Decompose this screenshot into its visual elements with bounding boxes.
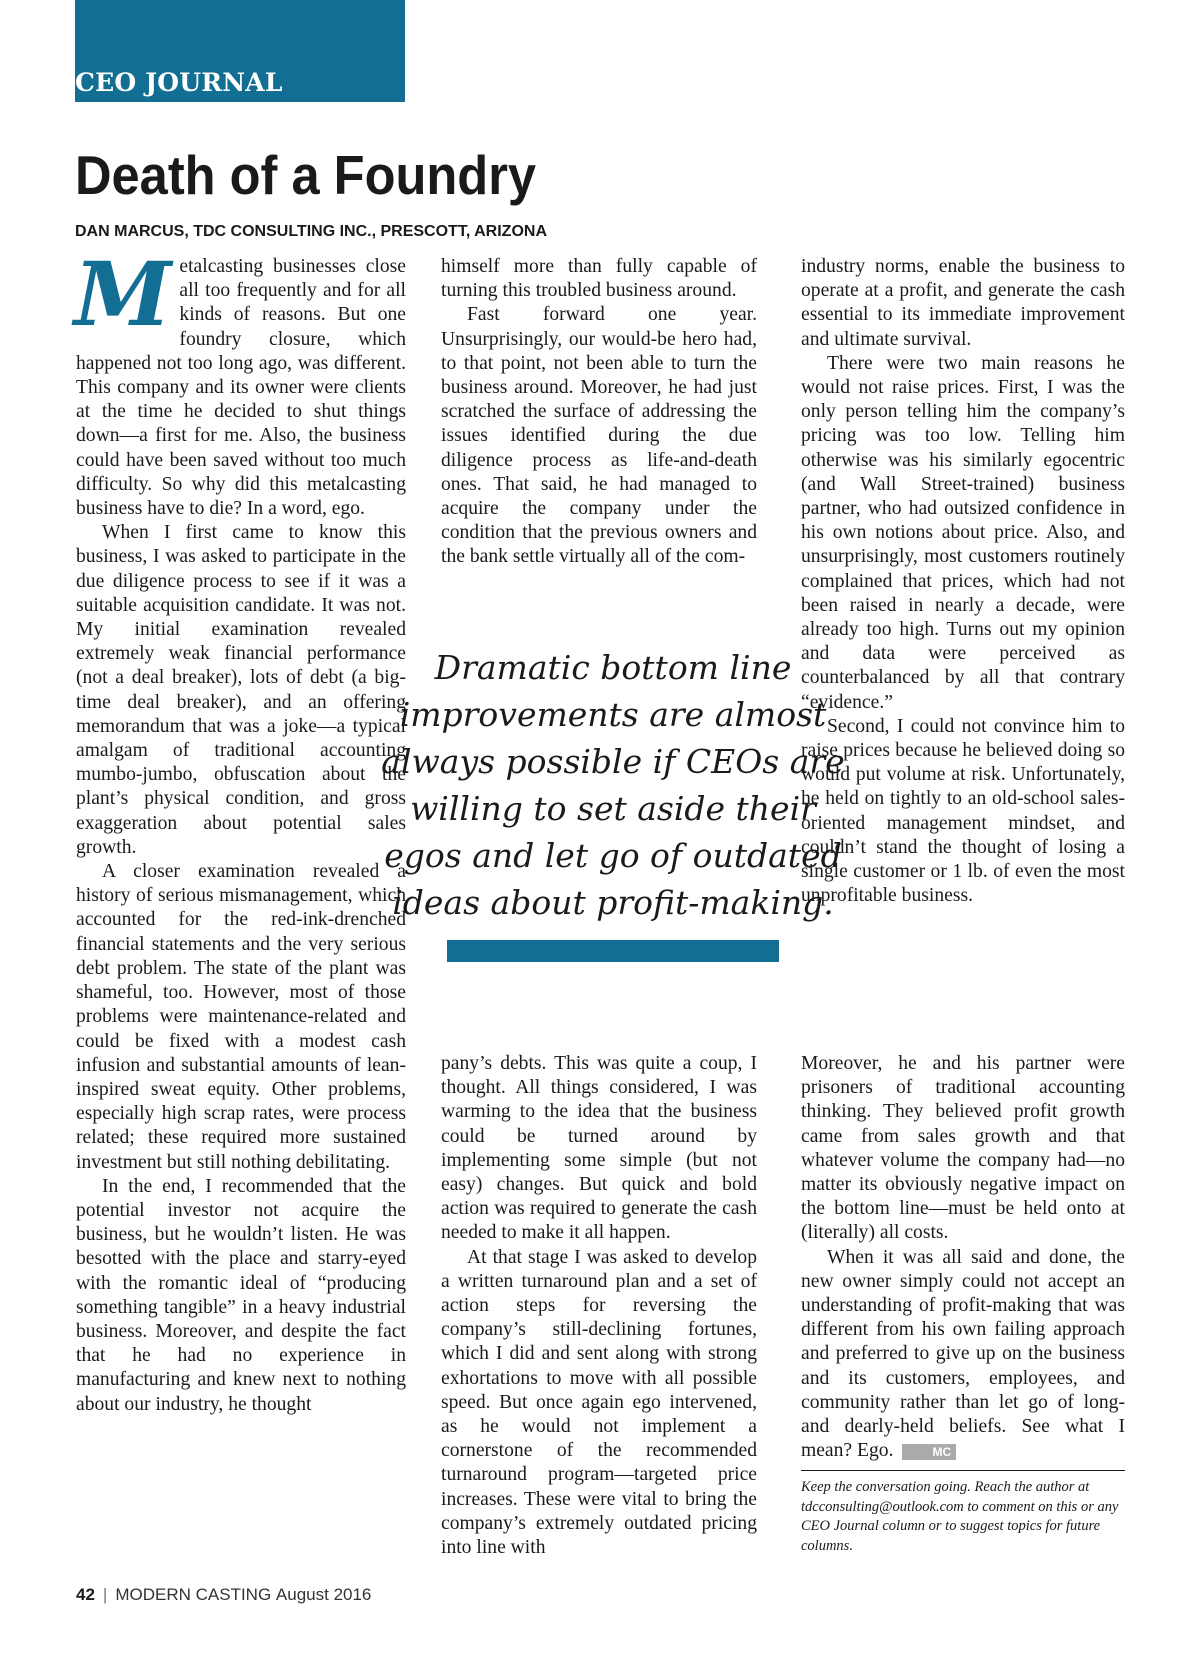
- magazine-name: MODERN CASTING: [115, 1585, 272, 1604]
- paragraph-text: etalcasting businesses close all too frequently and for all kinds of reasons. But one foundry closure, which happened not too long ago, was different. This company and its owner were clients at the time he decided to shut things down—a first for me. Also, the business could have been saved without too much difficulty. So why did this metalcasting business have to die? In a word, ego.: [76, 256, 406, 520]
- pull-quote: Dramatic bottom line improvements are almost always possible if CEOs are willing to set aside their egos and let go of outdated ideas about profit-making.: [381, 648, 845, 922]
- paragraph: Fast forward one year. Unsurprisingly, our would-be hero had, to that point, not been able to turn the business around. Moreover, he had just scratched the surface of addressing the issues identified during the due diligence process as life-and-death ones. That said, he had managed to acquire the company under the condition that the previous owners and the bank settle virtually all of the com-: [441, 304, 757, 568]
- paragraph: pany’s debts. This was quite a coup, I thought. All things considered, I was warming to the idea that the business could be turned around by implementing some simple (but not easy) changes. But quick and bold action was required to generate the cash needed to make it all happen.: [441, 1053, 757, 1244]
- article-title: Death of a Foundry: [75, 144, 537, 206]
- column-2-top: [441, 255, 757, 570]
- paragraph: Moreover, he and his partner were prisoners of traditional accounting thinking. They believed profit growth came from sales growth and that whatever volume the company had—no matter its obviously negative impact on the bottom line—must be held onto at (literally) all costs.: [801, 1053, 1125, 1244]
- issue-date: August 2016: [275, 1585, 372, 1604]
- page-footer: [76, 1585, 371, 1605]
- paragraph: Second, I could not convince him to raise prices because he believed doing so would put volume at risk. Unfortunately, he held on tightly to an old-school sales-oriented management mindset, and couldn’t stand the thought of losing a single customer or 1 lb. of even the most unprofitable business.: [801, 715, 1125, 907]
- footer-separator: |: [102, 1585, 108, 1604]
- column-3-top: [801, 255, 1125, 908]
- end-mark: MC: [902, 1444, 957, 1460]
- paragraph: himself more than fully capable of turning this troubled business around.: [441, 256, 757, 302]
- paragraph: In the end, I recommended that the potential investor not acquire the business, but he wouldn’t listen. He was besotted with the place and starry-eyed with the romantic ideal of “producing something tangible” in a heavy industrial business. Moreover, and despite the fact that he had no experience in manufacturing and knew next to nothing about our industry, he thought: [76, 1175, 406, 1415]
- paragraph: There were two main reasons he would not raise prices. First, I was the only person telling him the company’s pricing was too low. Telling him otherwise was his similarly egocentric (and Wall Street-trained) business partner, who had outsized confidence in his own notions about price. Also, and unsurprisingly, most customers routinely complained that prices, which had not been raised in nearly a decade, were already too high. Turns out my opinion and data were perceived as counterbalanced by all that contrary “evidence.”: [801, 352, 1125, 713]
- pull-quote-bar: [447, 940, 779, 962]
- paragraph: [74, 242, 406, 521]
- author-note: Keep the conversation going. Reach the author at tdcconsulting@outlook.com to comment on this or any CEO Journal column or to suggest topics for future columns.: [801, 1479, 1119, 1554]
- paragraph-text: When it was all said and done, the new owner simply could not accept an understanding of profit-making that was different from his own failing approach and preferred to give up on the business and its customers, employees, and community rather than let go of long- and dearly-held beliefs. See what I mean? Ego.: [801, 1246, 1125, 1462]
- page-number: 42: [76, 1585, 95, 1604]
- byline: DAN MARCUS, TDC CONSULTING INC., PRESCOTT, ARIZONA: [75, 223, 547, 240]
- paragraph: industry norms, enable the business to operate at a profit, and generate the cash essential to its immediate improvement and ultimate survival.: [801, 256, 1125, 350]
- paragraph: [801, 1246, 1125, 1464]
- divider: [801, 1470, 1125, 1471]
- paragraph: When I first came to know this business, I was asked to participate in the due diligence process to see if it was a suitable acquisition candidate. It was not. My initial examination revealed extremely weak financial performance (not a deal breaker), lots of debt (a big-time deal breaker), and an offering memorandum that was a joke—a typical amalgam of traditional accounting mumbo-jumbo, obfuscation about the plant’s physical condition, and gross exaggeration about potential sales growth.: [76, 522, 406, 858]
- column-3-bottom: [801, 1052, 1125, 1463]
- drop-cap: M: [74, 242, 172, 346]
- column-1: [74, 242, 406, 1417]
- section-label: CEO JOURNAL: [75, 68, 283, 97]
- paragraph: A closer examination revealed a history of serious mismanagement, which accounted for the red-ink-drenched financial statements and the very serious debt problem. The state of the plant was shameful, too. However, most of those problems were maintenance-related and could be fixed with a modest cash infusion and substantial amounts of lean-inspired sweat equity. Other problems, especially high scrap rates, were process related; these required more sustained investment but still nothing debilitating.: [76, 861, 406, 1173]
- column-2-bottom: [441, 1052, 757, 1560]
- paragraph: At that stage I was asked to develop a written turnaround plan and a set of action steps for reversing the company’s still-declining fortunes, which I did and sent along with strong exhortations to move with all possible speed. But once again ego intervened, as he would not implement a cornerstone of the recommended turnaround program—targeted price increases. These were vital to bring the company’s extremely outdated pricing into line with: [441, 1246, 757, 1559]
